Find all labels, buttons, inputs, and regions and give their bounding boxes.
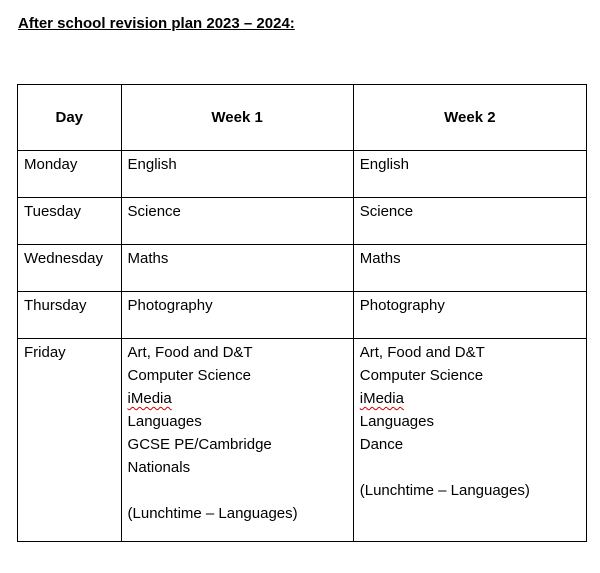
subject-item: Maths: [359, 250, 401, 267]
subject-item: GCSE PE/Cambridge: [127, 436, 272, 453]
week-1-cell: [121, 245, 353, 292]
header-week-2: Week 2: [353, 85, 586, 151]
day-cell: Tuesday: [18, 198, 122, 245]
spellcheck-flagged-word: iMedia: [359, 390, 404, 407]
day-cell: Wednesday: [18, 245, 122, 292]
week-2-cell: [353, 245, 586, 292]
week-2-cell: [353, 198, 586, 245]
week-1-cell: [121, 292, 353, 339]
subject-item: [360, 387, 580, 410]
subject-item: Dance: [359, 436, 404, 453]
week-2-cell: [353, 151, 586, 198]
revision-plan-table: [17, 84, 587, 542]
subject-item: Science: [359, 203, 414, 220]
subject-item: Languages: [359, 413, 434, 430]
week-1-cell: [121, 339, 353, 542]
subject-item: Photography: [359, 297, 445, 314]
lunchtime-note: (Lunchtime – Languages): [359, 482, 530, 499]
lunchtime-note: (Lunchtime – Languages): [127, 505, 298, 522]
subject-item: Computer Science: [127, 367, 251, 384]
subject-item: Art, Food and D&T: [127, 344, 253, 361]
subject-item: English: [359, 156, 409, 173]
week-1-cell: [121, 151, 353, 198]
header-day: Day: [18, 85, 122, 151]
subject-item: Nationals: [127, 459, 191, 476]
header-week-1: Week 1: [121, 85, 353, 151]
subject-item: [128, 387, 347, 410]
subject-item: Art, Food and D&T: [359, 344, 485, 361]
day-cell: Thursday: [18, 292, 122, 339]
week-2-cell: [353, 292, 586, 339]
table-row-wednesday: [18, 245, 587, 292]
table-row-monday: [18, 151, 587, 198]
blank-line: [128, 479, 347, 502]
day-cell: Monday: [18, 151, 122, 198]
table-row-thursday: [18, 292, 587, 339]
day-cell: Friday: [18, 339, 122, 542]
week-2-cell: [353, 339, 586, 542]
subject-item: Science: [127, 203, 181, 220]
subject-item: Languages: [127, 413, 202, 430]
subject-item: Photography: [127, 297, 213, 314]
document-title: After school revision plan 2023 – 2024:: [18, 15, 295, 32]
table-row-friday: [18, 339, 587, 542]
header-row: [18, 85, 587, 151]
table-row-tuesday: [18, 198, 587, 245]
week-1-cell: [121, 198, 353, 245]
subject-item: Maths: [127, 250, 169, 267]
subject-item: Computer Science: [359, 367, 484, 384]
subject-item: English: [127, 156, 177, 173]
blank-line: [360, 456, 580, 479]
spellcheck-flagged-word: iMedia: [127, 390, 172, 407]
